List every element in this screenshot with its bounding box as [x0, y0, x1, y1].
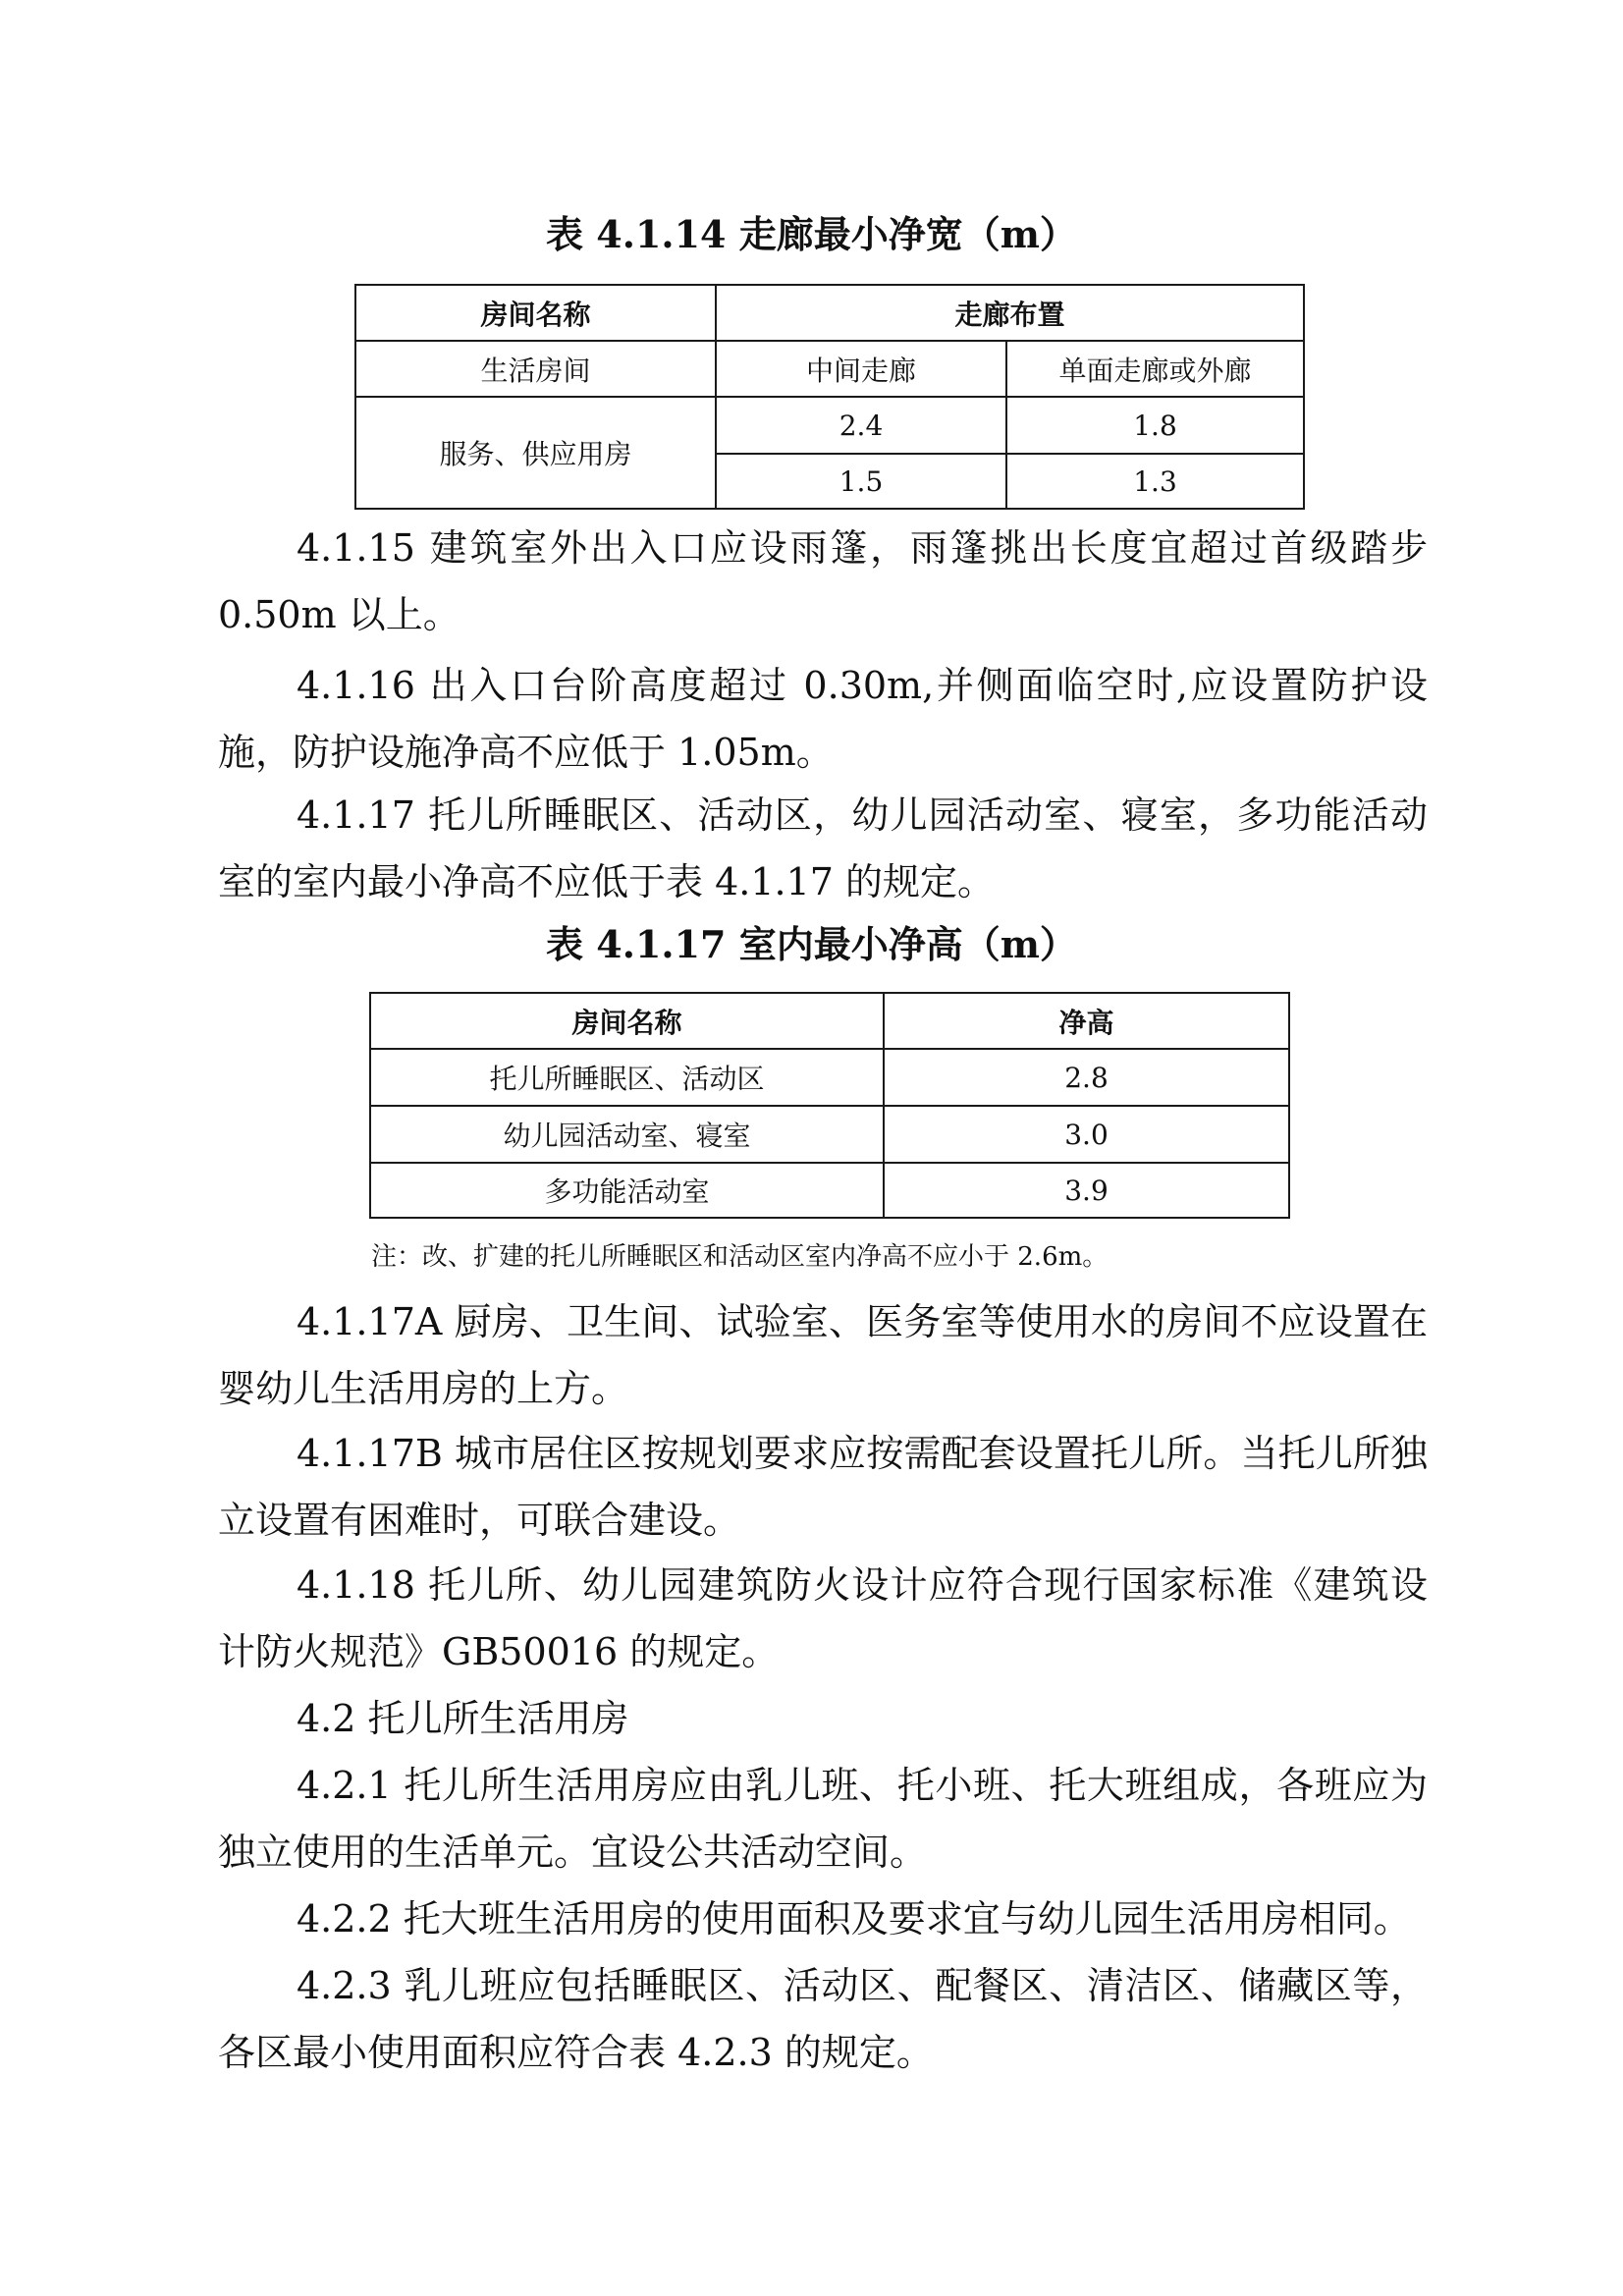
table-4-1-14	[354, 284, 1305, 510]
table-header-room-name: 房间名称	[355, 285, 716, 341]
table-4-1-17-title: 表 4.1.17 室内最小净高（m）	[546, 922, 1077, 966]
paragraph-4-1-17b: 4.1.17B 城市居住区按规划要求应按需配套设置托儿所。当托儿所独立设置有困难时，可联合建设。	[218, 1432, 1428, 1542]
table-header-room-name: 房间名称	[370, 993, 884, 1049]
paragraph-4-2-3: 4.2.3 乳儿班应包括睡眠区、活动区、配餐区、清洁区、储藏区等，各区最小使用面积应符合表 4.2.3 的规定。	[218, 1964, 1428, 2074]
table-4-1-14-title: 表 4.1.14 走廊最小净宽（m）	[546, 212, 1077, 256]
table-cell-value: 3.9	[884, 1163, 1289, 1218]
table-cell-value: 2.8	[884, 1049, 1289, 1106]
table-cell-room: 多功能活动室	[370, 1163, 884, 1218]
table-cell-service-rooms: 服务、供应用房	[355, 397, 716, 509]
paragraph-4-1-15: 4.1.15 建筑室外出入口应设雨篷，雨篷挑出长度宜超过首级踏步 0.50m 以上。	[218, 526, 1428, 636]
table-cell-single-corridor: 单面走廊或外廊	[1006, 341, 1304, 397]
table-row	[370, 1163, 1289, 1218]
paragraph-4-1-17a: 4.1.17A 厨房、卫生间、试验室、医务室等使用水的房间不应设置在婴幼儿生活用房的上方。	[218, 1300, 1428, 1410]
paragraph-4-2-2: 4.2.2 托大班生活用房的使用面积及要求宜与幼儿园生活用房相同。	[297, 1897, 1411, 1941]
paragraph-4-1-17: 4.1.17 托儿所睡眠区、活动区，幼儿园活动室、寝室，多功能活动室的室内最小净高不应低于表 4.1.17 的规定。	[218, 793, 1428, 903]
table-row	[370, 1106, 1289, 1163]
section-heading-4-2: 4.2 托儿所生活用房	[297, 1697, 629, 1740]
table-cell-value: 3.0	[884, 1106, 1289, 1163]
table-cell-room: 托儿所睡眠区、活动区	[370, 1049, 884, 1106]
table-cell-living-rooms: 生活房间	[355, 341, 716, 397]
table-cell-value: 1.8	[1006, 397, 1304, 454]
table-cell-value: 2.4	[716, 397, 1006, 454]
table-cell-value: 1.3	[1006, 454, 1304, 509]
table-cell-middle-corridor: 中间走廊	[716, 341, 1006, 397]
paragraph-4-2-1: 4.2.1 托儿所生活用房应由乳儿班、托小班、托大班组成，各班应为独立使用的生活单元。宜设公共活动空间。	[218, 1764, 1428, 1874]
paragraph-4-1-18: 4.1.18 托儿所、幼儿园建筑防火设计应符合现行国家标准《建筑设计防火规范》GB50016 的规定。	[218, 1563, 1428, 1673]
table-row	[370, 1049, 1289, 1106]
table-header-clear-height: 净高	[884, 993, 1289, 1049]
table-note: 注：改、扩建的托儿所睡眠区和活动区室内净高不应小于 2.6m。	[371, 1242, 1109, 1272]
table-cell-value: 1.5	[716, 454, 1006, 509]
table-4-1-17	[369, 992, 1290, 1219]
paragraph-4-1-16: 4.1.16 出入口台阶高度超过 0.30m,并侧面临空时,应设置防护设施，防护设施净高不应低于 1.05m。	[218, 664, 1428, 774]
table-header-corridor-layout: 走廊布置	[716, 285, 1304, 341]
table-cell-room: 幼儿园活动室、寝室	[370, 1106, 884, 1163]
